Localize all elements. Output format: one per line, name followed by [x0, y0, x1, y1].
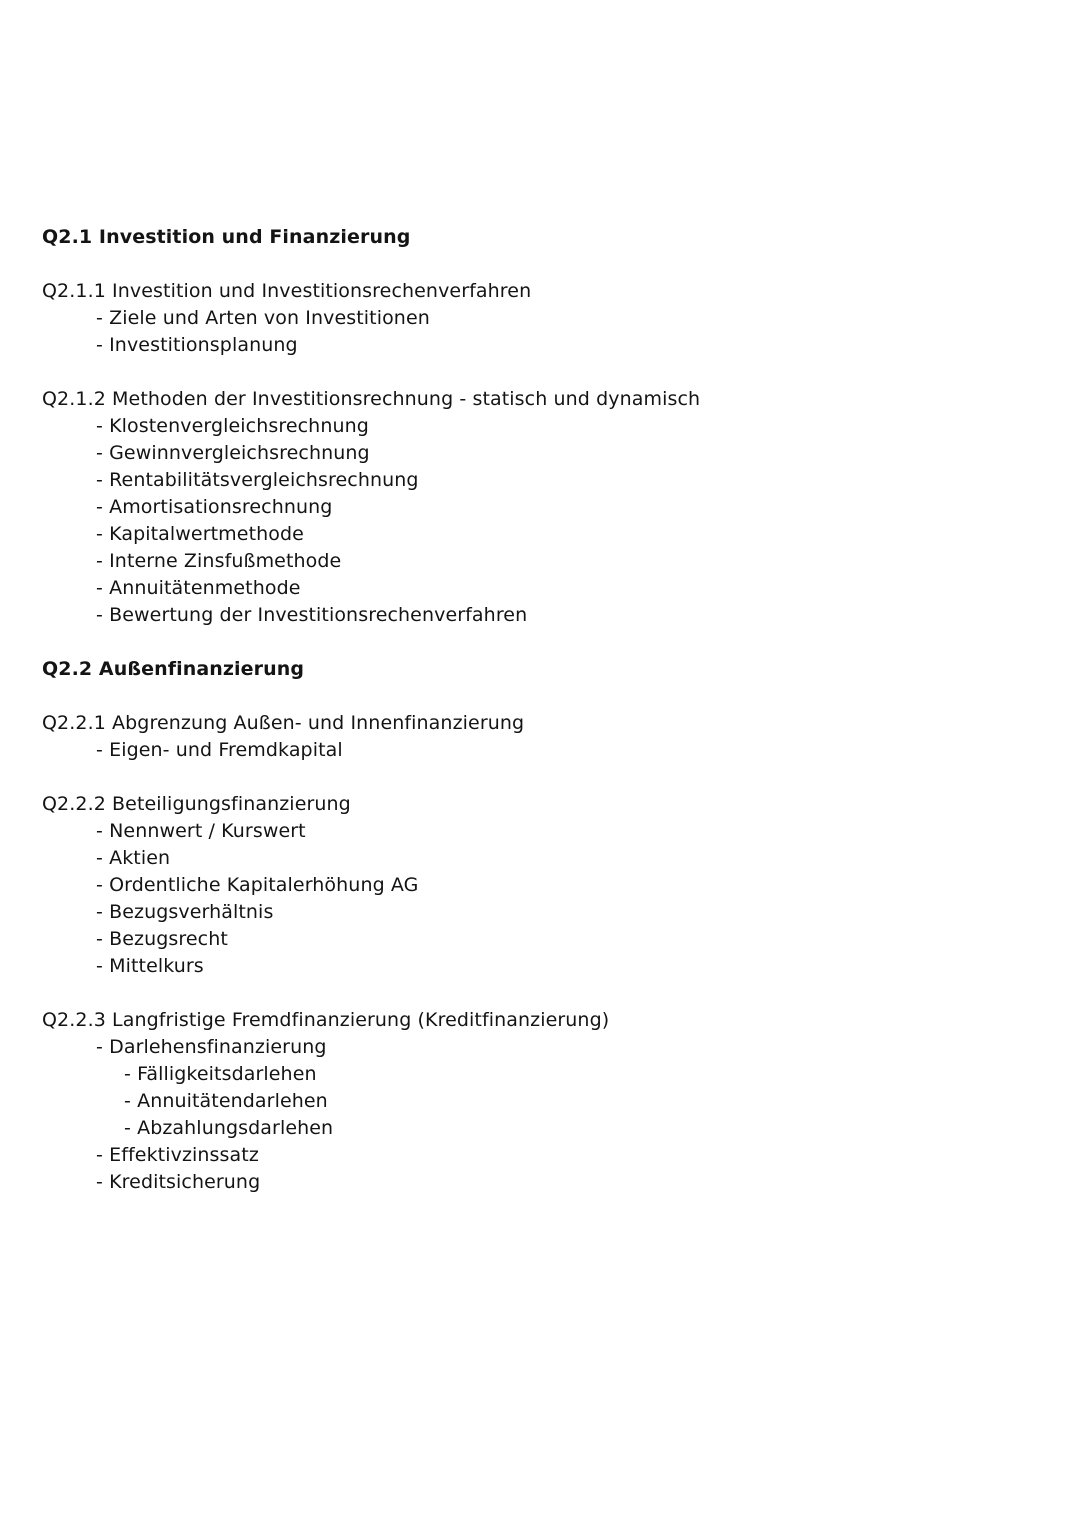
list-item: - Eigen- und Fremdkapital [96, 739, 343, 761]
nested-list-item: - Fälligkeitsdarlehen [124, 1063, 317, 1085]
list-item: - Rentabilitätsvergleichsrechnung [96, 469, 419, 491]
list-item: - Ordentliche Kapitalerhöhung AG [96, 874, 419, 896]
list-item: - Kapitalwertmethode [96, 523, 304, 545]
list-item: - Aktien [96, 847, 171, 869]
list-item: - Mittelkurs [96, 955, 204, 977]
list-item: - Darlehensfinanzierung [96, 1036, 327, 1058]
list-item: - Gewinnvergleichsrechnung [96, 442, 370, 464]
list-item: - Nennwert / Kurswert [96, 820, 306, 842]
nested-list-item: - Abzahlungsdarlehen [124, 1117, 334, 1139]
subsection-heading: Q2.2.1 Abgrenzung Außen- und Innenfinanzierung [42, 712, 525, 734]
nested-list-item: - Annuitätendarlehen [124, 1090, 328, 1112]
list-item: - Ziele und Arten von Investitionen [96, 307, 430, 329]
list-item: - Investitionsplanung [96, 334, 298, 356]
list-item: - Amortisationsrechnung [96, 496, 333, 518]
list-item: - Klostenvergleichsrechnung [96, 415, 369, 437]
list-item: - Bezugsverhältnis [96, 901, 274, 923]
list-item: - Bezugsrecht [96, 928, 228, 950]
subsection-heading: Q2.2.2 Beteiligungsfinanzierung [42, 793, 351, 815]
section-heading: Q2.2 Außenfinanzierung [42, 658, 305, 680]
list-item: - Kreditsicherung [96, 1171, 261, 1193]
subsection-heading: Q2.1.1 Investition und Investitionsrechenverfahren [42, 280, 532, 302]
list-item: - Annuitätenmethode [96, 577, 301, 599]
list-item: - Bewertung der Investitionsrechenverfahren [96, 604, 528, 626]
subsection-heading: Q2.2.3 Langfristige Fremdfinanzierung (Kreditfinanzierung) [42, 1009, 610, 1031]
section-heading: Q2.1 Investition und Finanzierung [42, 226, 411, 248]
subsection-heading: Q2.1.2 Methoden der Investitionsrechnung - statisch und dynamisch [42, 388, 701, 410]
list-item: - Effektivzinssatz [96, 1144, 259, 1166]
list-item: - Interne Zinsfußmethode [96, 550, 342, 572]
